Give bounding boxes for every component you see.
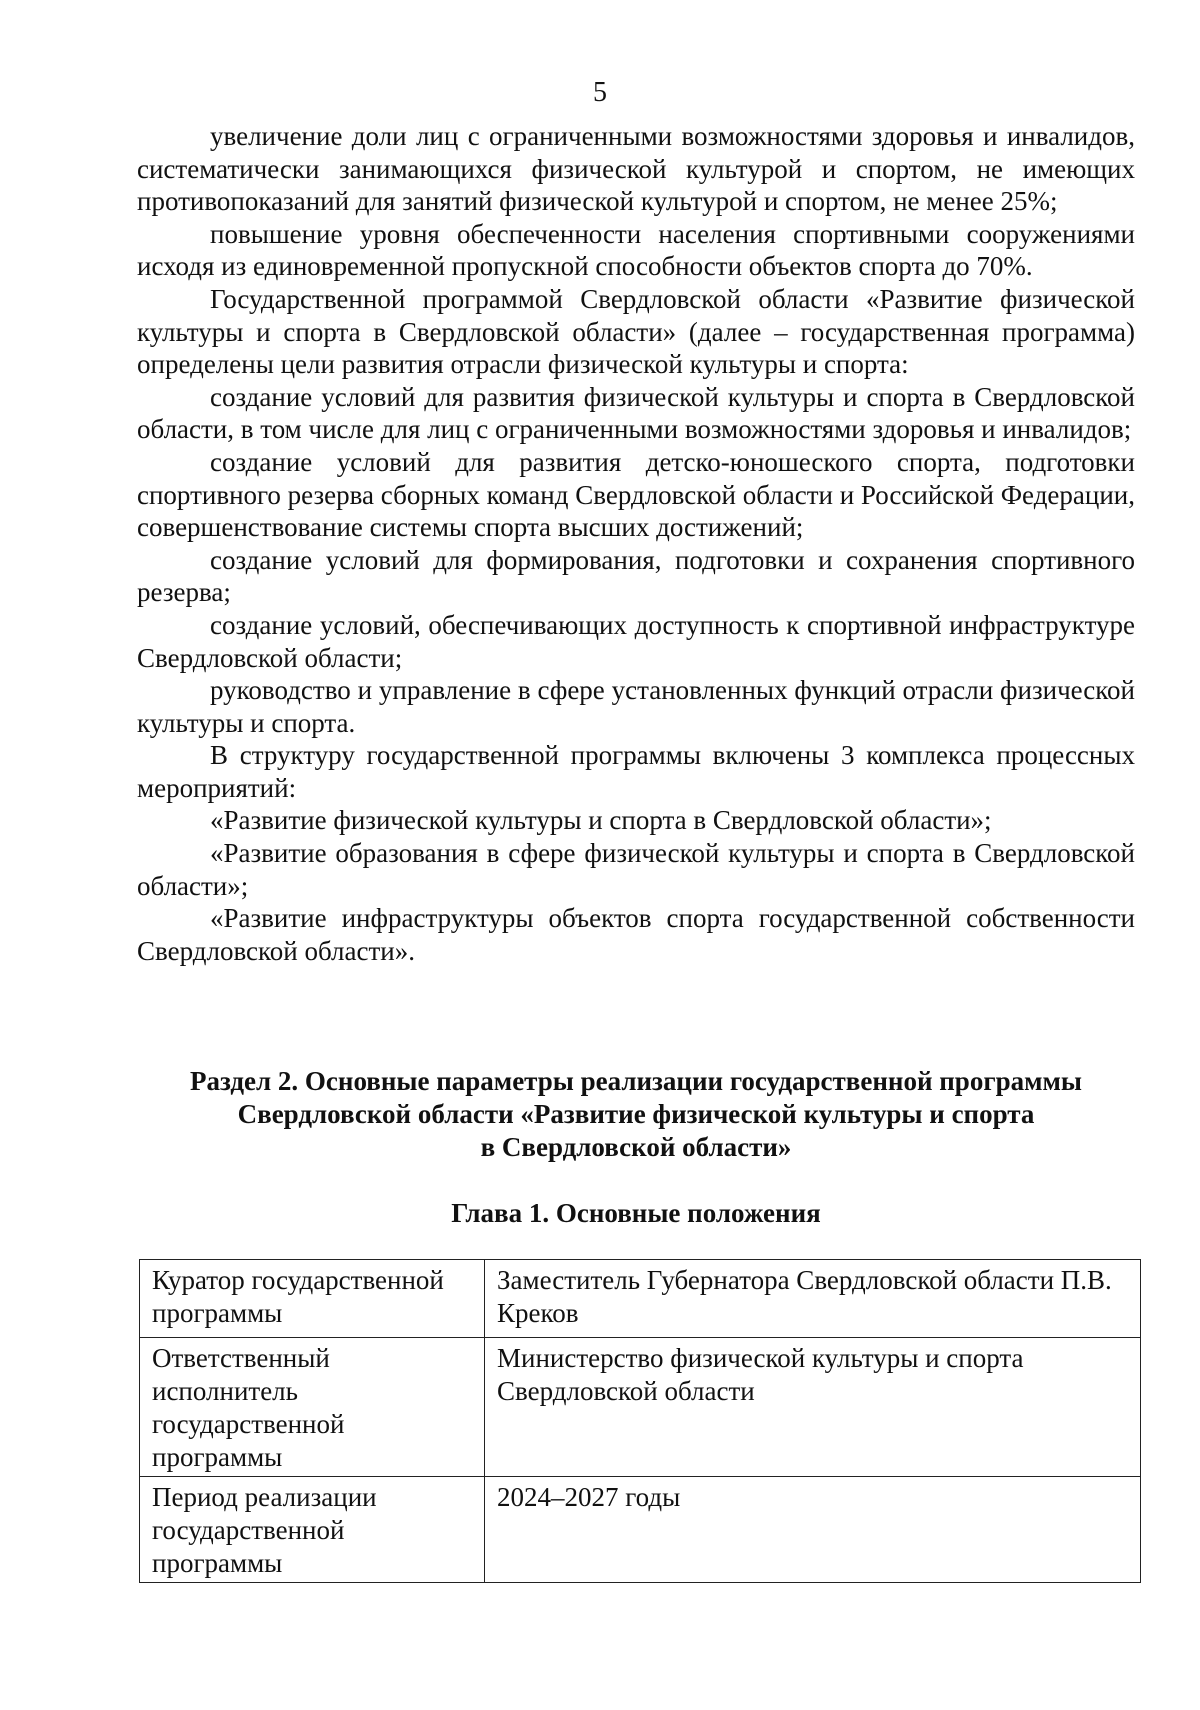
section-heading-line: Раздел 2. Основные параметры реализации государственной программы (190, 1066, 1082, 1096)
table-row (140, 1260, 1141, 1338)
table-row (140, 1477, 1141, 1583)
paragraph: создание условий, обеспечивающих доступность к спортивной инфраструктуре Свердловской области; (137, 609, 1135, 673)
body-text (137, 120, 1135, 967)
paragraph: «Развитие образования в сфере физической культуры и спорта в Свердловской области»; (137, 838, 1135, 901)
paragraph: «Развитие инфраструктуры объектов спорта государственной собственности Свердловской области». (137, 903, 1135, 966)
paragraph: повышение уровня обеспеченности населения спортивными сооружениями исходя из единовременной пропускной способности объектов спорта до 70%. (137, 218, 1135, 282)
paragraph: «Развитие физической культуры и спорта в Свердловской области»; (210, 805, 992, 836)
table-value-cell: Министерство физической культуры и спорта Свердловской области (485, 1338, 1141, 1477)
table-label-cell: Ответственный исполнитель государственной программы (140, 1338, 485, 1477)
paragraph: увеличение доли лиц с ограниченными возможностями здоровья и инвалидов, систематически занимающихся физической культурой и спортом, не имеющих противопоказаний для занятий физической культурой и спортом, не менее 25%; (137, 121, 1135, 217)
paragraph: Государственной программой Свердловской области «Развитие физической культуры и спорта в Свердловской области» (далее – государственная программа) определены цели развития отрасли физической культуры и спорта: (137, 283, 1135, 380)
section-heading-line: Свердловской области «Развитие физической культуры и спорта (237, 1099, 1035, 1129)
paragraph: руководство и управление в сфере установленных функций отрасли физической культуры и спорта. (137, 675, 1135, 738)
table-row (140, 1338, 1141, 1477)
chapter-heading: Глава 1. Основные положения (451, 1198, 821, 1228)
section-heading-line: в Свердловской области» (480, 1132, 792, 1162)
table-value-cell: Заместитель Губернатора Свердловской области П.В. Креков (485, 1260, 1141, 1338)
table-label-cell: Период реализации государственной программы (140, 1477, 485, 1583)
paragraph: создание условий для формирования, подготовки и сохранения спортивного резерва; (137, 544, 1135, 608)
program-parameters-table (139, 1259, 1141, 1583)
paragraph: создание условий для развития детско-юношеского спорта, подготовки спортивного резерва сборных команд Свердловской области и Российской Федерации, совершенствование системы спорта высших достижений; (137, 446, 1135, 543)
paragraph: создание условий для развития физической культуры и спорта в Свердловской области, в том числе для лиц с ограниченными возможностями здоровья и инвалидов; (137, 381, 1135, 445)
paragraph: В структуру государственной программы включены 3 комплекса процессных мероприятий: (137, 740, 1135, 803)
table-label-cell: Куратор государственной программы (140, 1260, 485, 1338)
table-value-cell: 2024–2027 годы (485, 1477, 1141, 1583)
page-number: 5 (593, 77, 607, 108)
section-heading (137, 1065, 1135, 1164)
